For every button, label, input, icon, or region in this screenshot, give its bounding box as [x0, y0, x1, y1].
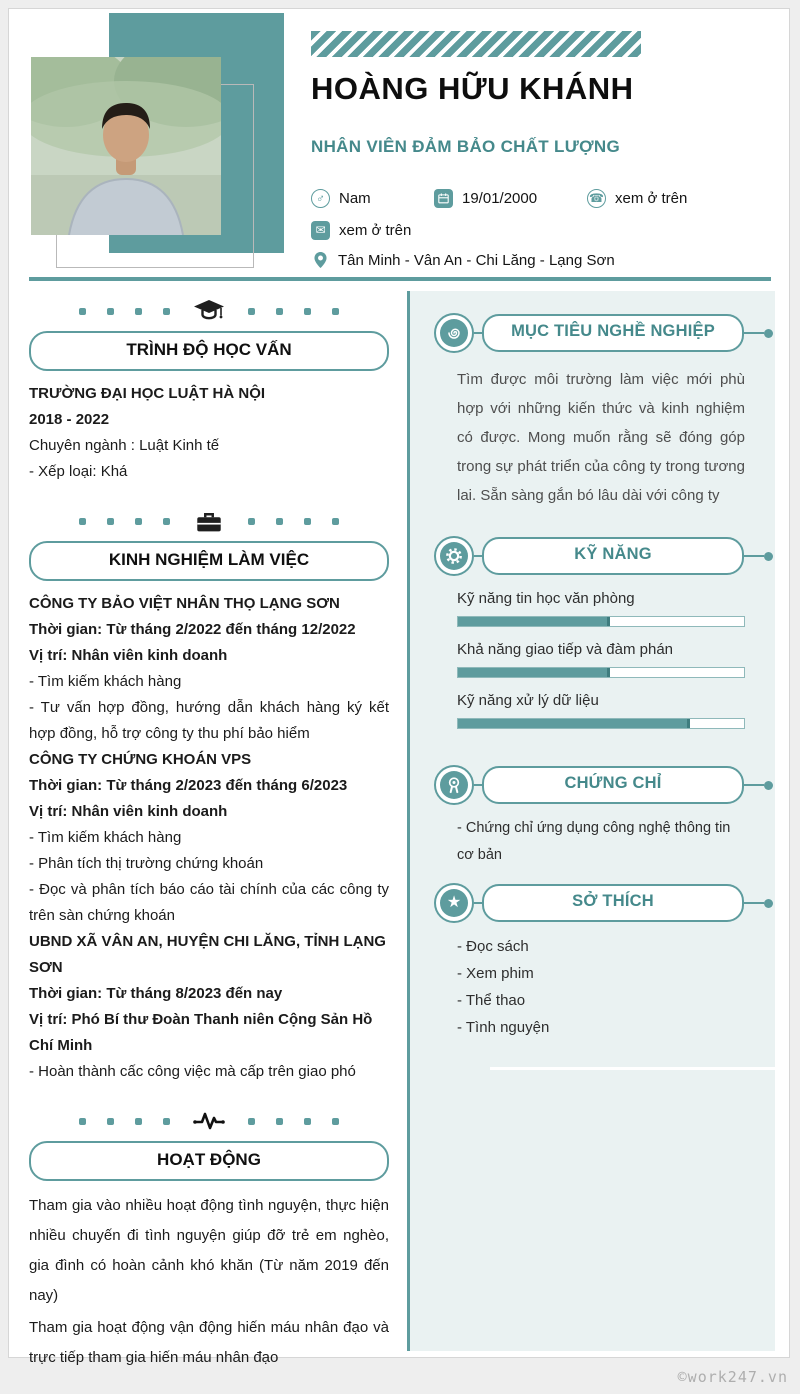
job-time: Thời gian: Từ tháng 8/2023 đến nay [29, 985, 283, 1002]
gender-value: Nam [339, 189, 371, 207]
skill-bar-fill [458, 668, 610, 677]
skill-bar [457, 667, 745, 678]
activities-block [29, 1191, 389, 1373]
education-heading: TRÌNH ĐỘ HỌC VẤN [29, 331, 389, 371]
header-stripes-decoration [311, 31, 641, 57]
education-ornament [29, 295, 389, 327]
job-time: Thời gian: Từ tháng 2/2022 đến tháng 12/2022 [29, 621, 356, 638]
panel-bottom-divider [490, 1067, 775, 1070]
candidate-name: HOÀNG HỮU KHÁNH [311, 71, 634, 106]
email-value: xem ở trên [339, 221, 412, 239]
job-detail: - Tìm kiếm khách hàng [29, 829, 182, 846]
job-position: Vị trí: Nhân viên kinh doanh [29, 803, 228, 820]
job-position: Vị trí: Phó Bí thư Đoàn Thanh niên Cộng Sản Hồ Chí Minh [29, 1011, 373, 1054]
education-grade: - Xếp loại: Khá [29, 463, 128, 480]
objective-text: Tìm được môi trường làm việc mới phù hợp với những kiến thức và kinh nghiệm có được. Mong muốn rằng sẽ đóng góp trong sự phát triển của công ty trong tương lai. Sẵn sàng gắn bó lâu dài với công ty [457, 371, 745, 504]
location-pin-icon [311, 250, 329, 270]
contact-birthday [434, 187, 537, 209]
experience-block [29, 591, 389, 1085]
watermark: ©work247.vn [677, 1368, 788, 1386]
experience-ornament [29, 505, 389, 537]
hobby-item: - Xem phim [457, 965, 534, 982]
job-position: Vị trí: Nhân viên kinh doanh [29, 647, 228, 664]
contact-phone [587, 187, 687, 209]
hobby-item: - Đọc sách [457, 938, 529, 955]
skill-bar-fill [458, 617, 610, 626]
graduation-cap-icon [193, 296, 225, 326]
skill-bar [457, 616, 745, 627]
education-school: TRƯỜNG ĐẠI HỌC LUẬT HÀ NỘI [29, 385, 266, 402]
spiral-objective-icon [434, 313, 474, 353]
right-panel [407, 291, 775, 1351]
hobbies-header [410, 883, 775, 923]
skill-item [457, 688, 745, 729]
certificates-heading: CHỨNG CHỈ [482, 766, 744, 804]
education-years: 2018 - 2022 [29, 411, 110, 428]
gender-icon: ♂ [311, 189, 330, 208]
skill-item [457, 586, 745, 627]
certificate-item: - Chứng chỉ ứng dụng công nghệ thông tin cơ bản [457, 820, 731, 863]
job-company: UBND XÃ VÂN AN, HUYỆN CHI LĂNG, TỈNH LẠNG SƠN [29, 933, 386, 976]
education-major: Chuyên ngành : Luật Kinh tế [29, 437, 220, 454]
phone-icon: ☎ [587, 189, 606, 208]
education-block [29, 381, 389, 485]
experience-heading: KINH NGHIỆM LÀM VIỆC [29, 541, 389, 581]
certificates-header [410, 765, 775, 805]
job-detail: - Tìm kiếm khách hàng [29, 673, 182, 690]
objective-header [410, 313, 775, 353]
cv-page [8, 8, 790, 1366]
profile-photo [31, 57, 221, 235]
job-detail: - Đọc và phân tích báo cáo tài chính của các công ty trên sàn chứng khoán [29, 881, 389, 924]
hobby-item: - Thể thao [457, 992, 526, 1009]
header-divider [29, 277, 771, 281]
pulse-icon [193, 1106, 225, 1136]
skill-item [457, 637, 745, 678]
job-detail: - Tư vấn hợp đồng, hướng dẫn khách hàng ký kết hợp đồng, hỗ trợ công ty thu phí bảo hiểm [29, 699, 389, 742]
skill-label: Khả năng giao tiếp và đàm phán [457, 641, 673, 658]
star-icon: ★ [434, 883, 474, 923]
job-time: Thời gian: Từ tháng 2/2023 đến tháng 6/2023 [29, 777, 348, 794]
objective-heading: MỤC TIÊU NGHỀ NGHIỆP [482, 314, 744, 352]
job-detail: - Phân tích thị trường chứng khoán [29, 855, 264, 872]
briefcase-icon [193, 506, 225, 536]
job-company: CÔNG TY CHỨNG KHOÁN VPS [29, 751, 252, 768]
job-detail: - Hoàn thành cấc công việc mà cấp trên giao phó [29, 1063, 356, 1080]
hobbies-heading: SỞ THÍCH [482, 884, 744, 922]
skill-bar [457, 718, 745, 729]
medal-icon [434, 765, 474, 805]
activity-paragraph: Tham gia hoạt động vận động hiến máu nhân đạo và trực tiếp tham gia hiến máu nhân đạo [29, 1319, 389, 1366]
contact-email [311, 219, 411, 241]
skill-label: Kỹ năng xử lý dữ liệu [457, 692, 599, 709]
contact-gender [311, 187, 371, 209]
activities-heading: HOẠT ĐỘNG [29, 1141, 389, 1181]
skills-heading: KỸ NĂNG [482, 537, 744, 575]
profile-photo-placeholder [31, 57, 221, 235]
phone-value: xem ở trên [615, 189, 688, 207]
hobby-item: - Tình nguyện [457, 1019, 550, 1036]
address-value: Tân Minh - Vân An - Chi Lăng - Lạng Sơn [338, 251, 615, 269]
calendar-icon [434, 189, 453, 208]
activity-paragraph: Tham gia vào nhiều hoạt động tình nguyện, thực hiện nhiều chuyến đi tình nguyện giúp đỡ trẻ em nghèo, gia đình có hoàn cảnh khó khăn (Từ năm 2019 đến nay) [29, 1197, 389, 1304]
contact-address [311, 249, 615, 271]
birthday-value: 19/01/2000 [462, 189, 538, 207]
job-company: CÔNG TY BẢO VIỆT NHÂN THỌ LẠNG SƠN [29, 595, 340, 612]
mail-icon: ✉ [311, 221, 330, 240]
activities-ornament [29, 1105, 389, 1137]
skill-label: Kỹ năng tin học văn phòng [457, 590, 635, 607]
skill-bar-fill [458, 719, 690, 728]
skills-header [410, 536, 775, 576]
left-column [29, 289, 389, 1373]
candidate-job-title: NHÂN VIÊN ĐẢM BẢO CHẤT LƯỢNG [311, 137, 620, 156]
gear-icon [434, 536, 474, 576]
